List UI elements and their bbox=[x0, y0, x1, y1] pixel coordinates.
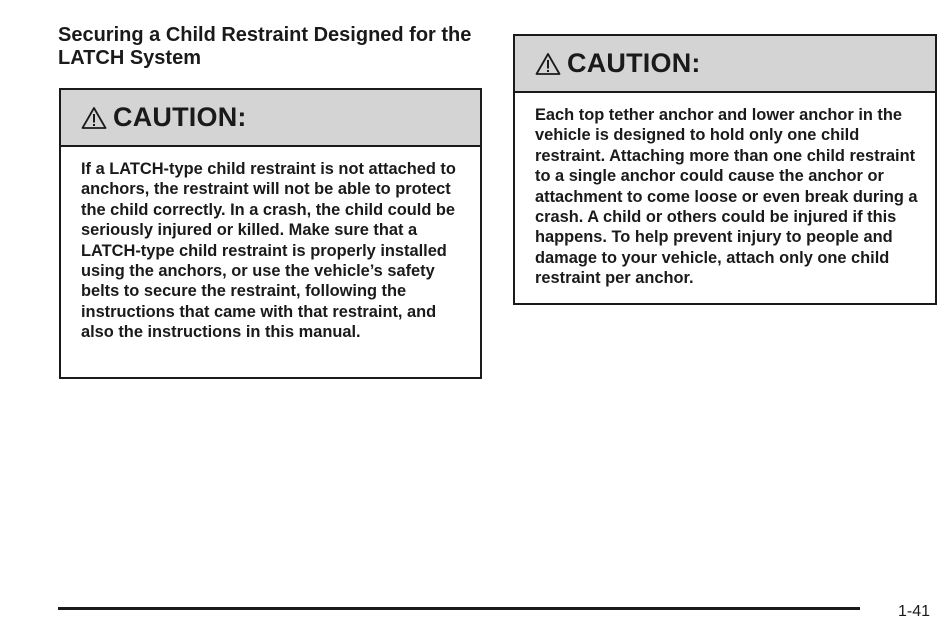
footer-rule bbox=[58, 607, 860, 610]
caution-header bbox=[61, 90, 480, 147]
section-heading: Securing a Child Restraint Designed for the LATCH System bbox=[58, 24, 472, 69]
warning-triangle-icon bbox=[81, 106, 107, 130]
caution-label: CAUTION: bbox=[113, 102, 247, 132]
caution-header bbox=[515, 36, 935, 93]
page-number: 1-41 bbox=[898, 603, 931, 620]
caution-box-latch-attachment bbox=[59, 88, 482, 379]
caution-text: If a LATCH-type child restraint is not attached to anchors, the restraint will not be able to protect the child correctly. In a crash, the child could be seriously injured or killed. Make sure that a LATCH-type child restraint is properly installed using the anchors, or use the vehicle’s safety belts to secure the restraint, following the instructions that came with that restraint, and also the instructions in this manual. bbox=[81, 160, 456, 342]
caution-text: Each top tether anchor and lower anchor in the vehicle is designed to hold only one child restraint. Attaching more than one child restraint to a single anchor could cause the anchor or attachment to come loose or even break during a crash. A child or others could be injured if this happens. To help prevent injury to people and damage to your vehicle, attach only one child restraint per anchor. bbox=[535, 106, 918, 288]
warning-triangle-icon bbox=[535, 52, 561, 76]
caution-box-anchor-limit bbox=[513, 34, 937, 305]
caution-label: CAUTION: bbox=[567, 48, 701, 78]
